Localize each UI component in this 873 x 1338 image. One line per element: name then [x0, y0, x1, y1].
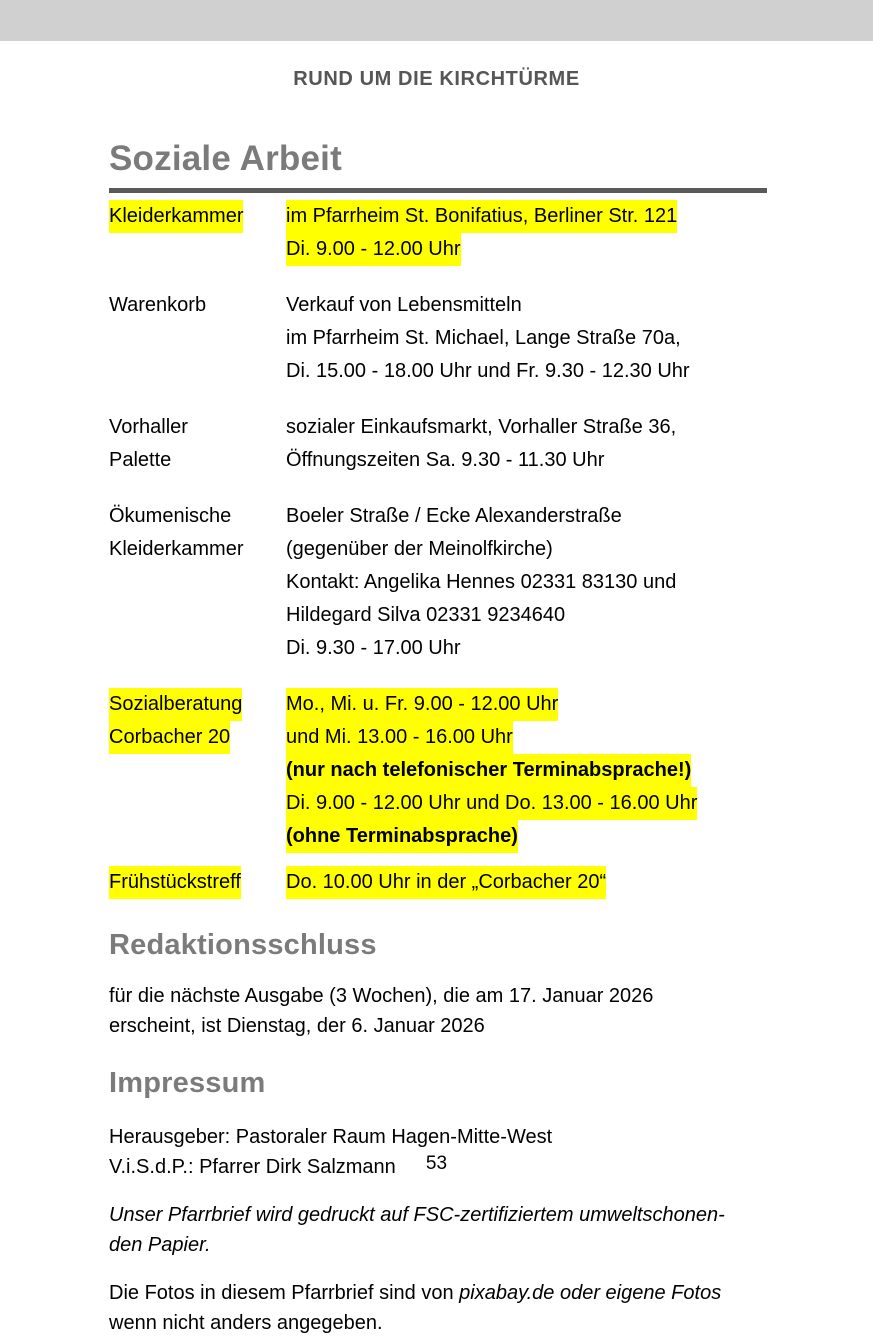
entry-body-line: Hildegard Silva 02331 9234640	[286, 604, 566, 627]
entry-label-cell	[109, 688, 286, 853]
entry-body-line: Boeler Straße / Ecke Alexanderstraße	[286, 505, 622, 528]
impressum-visdp: V.i.S.d.P.: Pfarrer Dirk Salzmann	[109, 1155, 396, 1178]
entry-body-text: (nur nach telefonischer Terminabsprache!)	[286, 754, 691, 787]
entry-gap	[109, 266, 769, 289]
entry-body-cell	[286, 500, 769, 665]
entry-oekumenische-kleiderkammer	[109, 500, 769, 665]
impressum-fsc-line-2: den Papier.	[109, 1233, 211, 1256]
impressum-fsc-line-1: Unser Pfarrbrief wird gedruckt auf FSC-zertifiziertem umweltschonen-	[109, 1203, 725, 1226]
redaktionsschluss-text	[109, 981, 769, 1041]
page-number: 53	[425, 1153, 448, 1174]
entry-label-filler	[109, 233, 286, 266]
redaktionsschluss-line-2: erscheint, ist Dienstag, der 6. Januar 2026	[109, 1014, 485, 1037]
entry-label: Warenkorb	[109, 294, 207, 317]
section-title-redaktionsschluss: Redaktionsschluss	[109, 929, 377, 962]
entry-body-line: (gegenüber der Meinolfkirche)	[286, 538, 553, 561]
entry-body-text: Di. 9.00 - 12.00 Uhr	[286, 233, 461, 266]
entry-body-text: im Pfarrheim St. Bonifatius, Berliner Str. 121	[286, 200, 677, 233]
entry-body-line	[286, 200, 769, 233]
entry-body-line	[286, 820, 769, 853]
entry-fruehstueckstreff	[109, 866, 769, 899]
spacer	[109, 1100, 769, 1122]
entry-label-text: Sozialberatung	[109, 688, 242, 721]
entry-gap	[109, 388, 769, 411]
entry-vorhaller-palette	[109, 411, 769, 477]
redaktionsschluss-line-1: für die nächste Ausgabe (3 Wochen), die am 17. Januar 2026	[109, 984, 654, 1007]
soziale-arbeit-entries	[109, 200, 769, 899]
impressum-fotos-source: pixabay.de oder eigene Fotos	[459, 1281, 722, 1304]
entry-body-text: und Mi. 13.00 - 16.00 Uhr	[286, 721, 513, 754]
entry-gap	[109, 665, 769, 688]
entry-label	[109, 688, 286, 721]
impressum-herausgeber: Herausgeber: Pastoraler Raum Hagen-Mitte-West	[109, 1125, 553, 1148]
entry-label-cell	[109, 289, 286, 388]
entry-body-line: im Pfarrheim St. Michael, Lange Straße 70a,	[286, 327, 681, 350]
entry-label-text: Corbacher 20	[109, 721, 230, 754]
spacer	[109, 963, 769, 981]
entry-body-cell	[286, 411, 769, 477]
spacer	[109, 1182, 769, 1200]
entry-sozialberatung	[109, 688, 769, 853]
entry-gap	[109, 853, 769, 866]
entry-body-text: Do. 10.00 Uhr in der „Corbacher 20“	[286, 866, 606, 899]
entry-body-line: Öffnungszeiten Sa. 9.30 - 11.30 Uhr	[286, 449, 605, 472]
entry-label-cell	[109, 200, 286, 266]
entry-body-line: Verkauf von Lebensmitteln	[286, 294, 522, 317]
entry-label-cell	[109, 866, 286, 899]
entry-label-text: Kleiderkammer	[109, 200, 243, 233]
entry-label-2: Palette	[109, 449, 172, 472]
entry-label-text: Frühstückstreff	[109, 866, 241, 899]
spacer	[109, 899, 769, 929]
running-header: RUND UM DIE KIRCHTÜRME	[293, 68, 580, 90]
entry-body-cell	[286, 866, 769, 899]
entry-label-2	[109, 721, 286, 754]
entry-body-line	[286, 754, 769, 787]
entry-body-line: Di. 9.30 - 17.00 Uhr	[286, 637, 461, 660]
entry-label	[109, 200, 286, 233]
entry-label-2: Kleiderkammer	[109, 538, 244, 561]
entry-body-line	[286, 233, 769, 266]
entry-body-line	[286, 721, 769, 754]
entry-body-text: (ohne Terminabsprache)	[286, 820, 518, 853]
entry-body-cell	[286, 200, 769, 266]
spacer	[109, 1260, 769, 1278]
entry-warenkorb	[109, 289, 769, 388]
top-gray-band	[0, 0, 873, 41]
entry-label-cell	[109, 500, 286, 665]
entry-body-text: Mo., Mi. u. Fr. 9.00 - 12.00 Uhr	[286, 688, 558, 721]
entry-body-cell	[286, 688, 769, 853]
impressum-fotos-prefix: Die Fotos in diesem Pfarrbrief sind von	[109, 1281, 460, 1304]
section-title-impressum: Impressum	[109, 1066, 266, 1099]
section-divider-rule	[109, 188, 767, 193]
entry-body-line: Kontakt: Angelika Hennes 02331 83130 und	[286, 571, 677, 594]
entry-label	[109, 866, 286, 899]
impressum-fotos-line-2: wenn nicht anders angegeben.	[109, 1311, 383, 1334]
entry-body-line	[286, 866, 769, 899]
entry-body-line: Di. 15.00 - 18.00 Uhr und Fr. 9.30 - 12.30 Uhr	[286, 360, 690, 383]
entry-label-cell	[109, 411, 286, 477]
entry-body-line: sozialer Einkaufsmarkt, Vorhaller Straße 36,	[286, 416, 677, 439]
entry-body-text: Di. 9.00 - 12.00 Uhr und Do. 13.00 - 16.00 Uhr	[286, 787, 697, 820]
impressum-fsc-note	[109, 1200, 769, 1260]
spacer	[109, 1041, 769, 1067]
entry-body-cell	[286, 289, 769, 388]
section-title-soziale-arbeit: Soziale Arbeit	[109, 139, 342, 178]
entry-kleiderkammer	[109, 200, 769, 266]
entry-body-line	[286, 787, 769, 820]
entry-gap	[109, 477, 769, 500]
entry-label: Vorhaller	[109, 416, 188, 439]
entry-label: Ökumenische	[109, 505, 232, 528]
impressum-photo-credit	[109, 1278, 769, 1338]
entry-body-line	[286, 688, 769, 721]
